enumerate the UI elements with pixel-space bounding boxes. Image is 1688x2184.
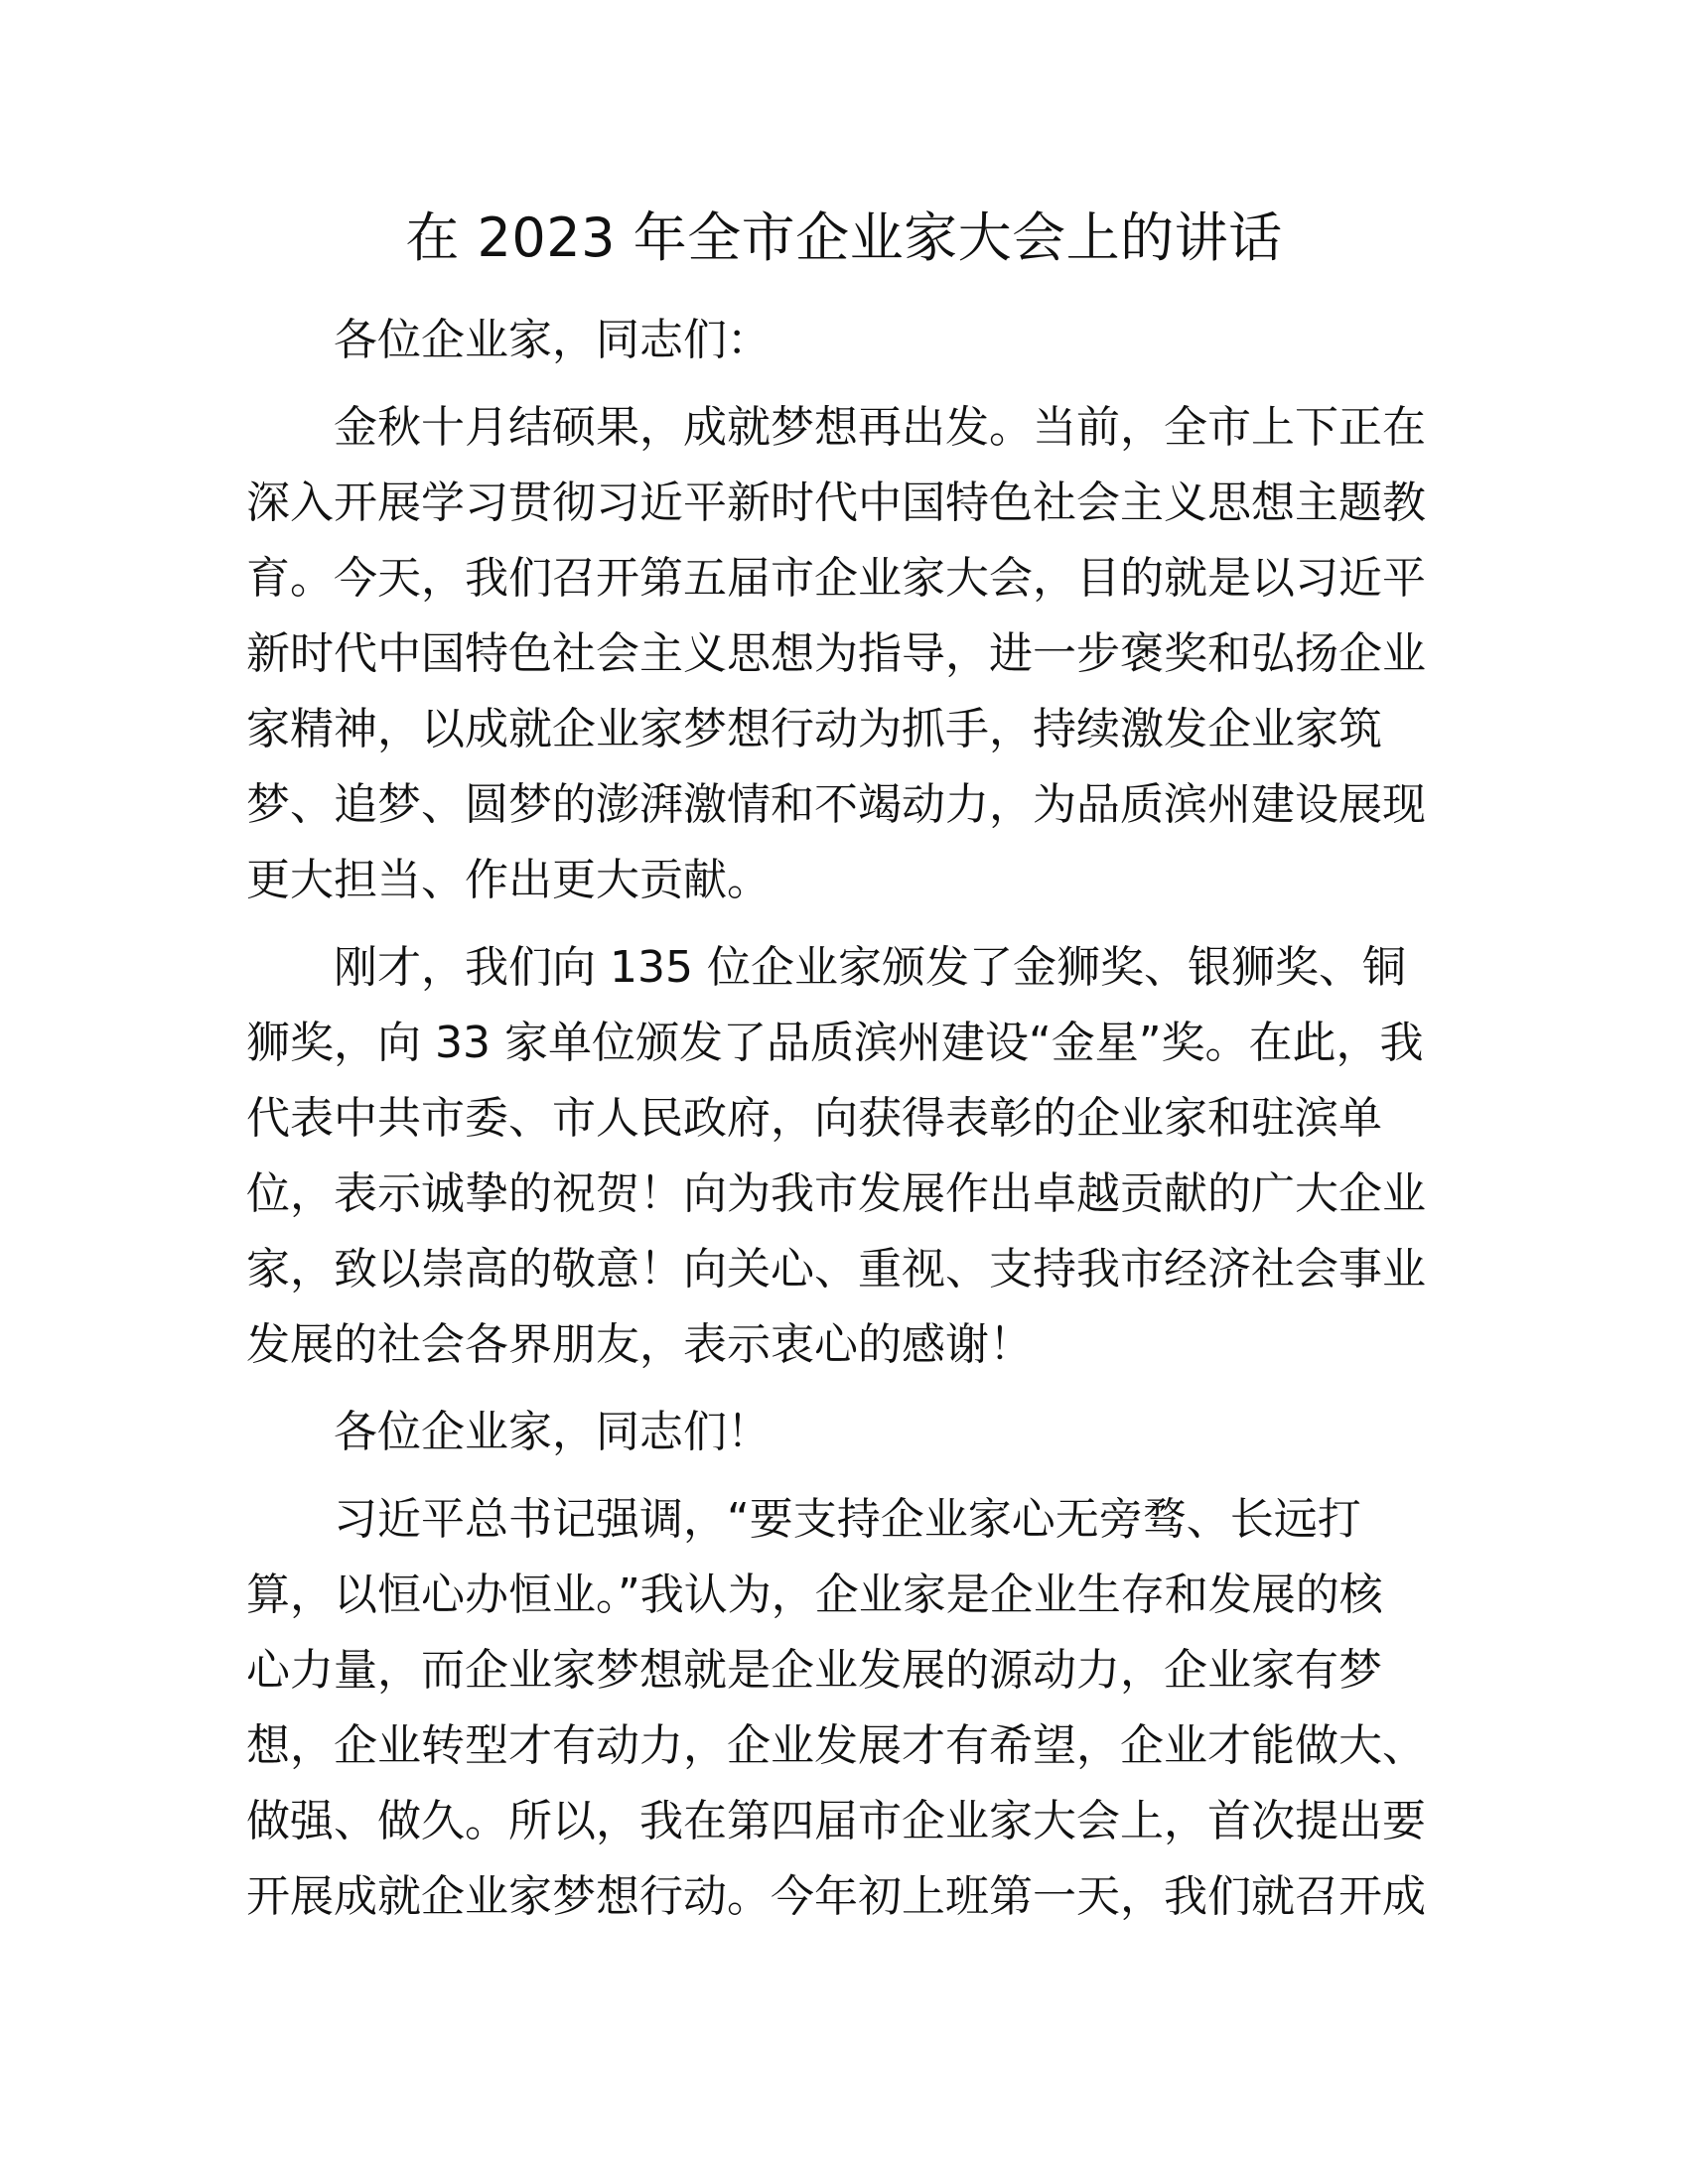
page-title: 在 2023 年全市企业家大会上的讲话 [405, 206, 1283, 269]
text-line: 代表中共市委、市人民政府，向获得表彰的企业家和驻滨单 [246, 1093, 1382, 1144]
text-line: 狮奖，向 33 家单位颁发了品质滨州建设“金星”奖。在此，我 [246, 1018, 1424, 1068]
text-line: 各位企业家，同志们！ [334, 1407, 771, 1457]
text-line: 各位企业家，同志们： [334, 315, 771, 365]
text-line: 深入开展学习贯彻习近平新时代中国特色社会主义思想主题教 [246, 478, 1426, 528]
text-line: 习近平总书记强调，“要支持企业家心无旁骛、长远打 [334, 1494, 1361, 1545]
text-line: 梦、追梦、圆梦的澎湃激情和不竭动力，为品质滨州建设展现 [246, 779, 1426, 830]
paragraph-salutation-1 [246, 303, 1438, 378]
text-line: 家，致以崇高的敬意！向关心、重视、支持我市经济社会事业 [246, 1244, 1426, 1295]
text-line: 金秋十月结硕果，成就梦想再出发。当前，全市上下正在 [334, 402, 1426, 453]
paragraph-opening [246, 390, 1438, 918]
text-line: 做强、做久。所以，我在第四届市企业家大会上，首次提出要 [246, 1796, 1426, 1846]
text-line: 刚才，我们向 135 位企业家颁发了金狮奖、银狮奖、铜 [334, 942, 1406, 993]
paragraph-entrepreneur-dream [246, 1482, 1438, 1935]
paragraph-salutation-2 [246, 1395, 1438, 1470]
text-line: 发展的社会各界朋友，表示衷心的感谢！ [246, 1319, 1033, 1370]
text-line: 新时代中国特色社会主义思想为指导，进一步褒奖和弘扬企业 [246, 628, 1426, 679]
paragraph-awards [246, 930, 1438, 1383]
text-line: 想，企业转型才有动力，企业发展才有希望，企业才能做大、 [246, 1720, 1426, 1771]
text-line: 心力量，而企业家梦想就是企业发展的源动力，企业家有梦 [246, 1645, 1382, 1696]
document-body [246, 303, 1438, 1935]
text-line: 算，以恒心办恒业。”我认为，企业家是企业生存和发展的核 [246, 1570, 1383, 1620]
text-line: 育。今天，我们召开第五届市企业家大会，目的就是以习近平 [246, 553, 1426, 604]
text-line: 位，表示诚挚的祝贺！向为我市发展作出卓越贡献的广大企业 [246, 1168, 1426, 1219]
text-line: 更大担当、作出更大贡献。 [246, 855, 771, 905]
text-line: 家精神，以成就企业家梦想行动为抓手，持续激发企业家筑 [246, 704, 1382, 754]
text-line: 开展成就企业家梦想行动。今年初上班第一天，我们就召开成 [246, 1871, 1426, 1922]
